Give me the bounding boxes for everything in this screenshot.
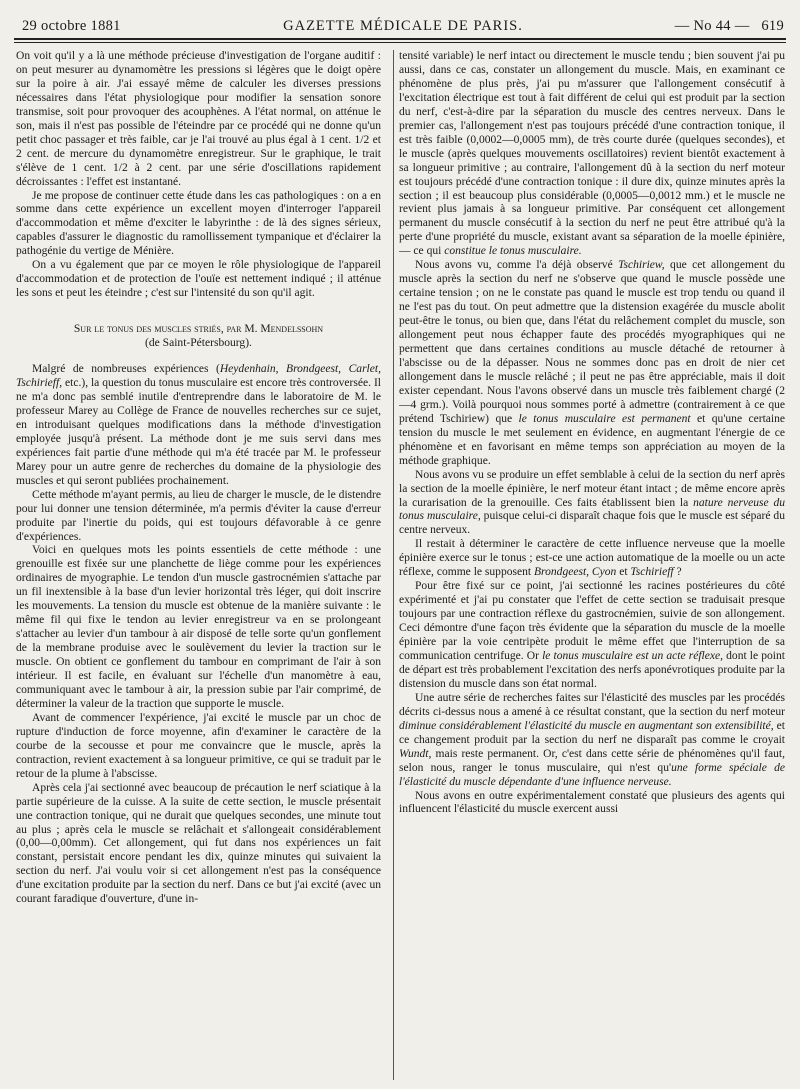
right-paragraph-1: tensité variable) le nerf intact ou directement le muscle tendu ; bien souvent j'ai pu aussi, dans ce cas, constater un allongement du muscle. Mais, en examinant ce phénomène de plus près, j'ai pu m'assurer que l'allongement consécutif à l'excitation électrique est tout à fait différent de celui qui est produit par la section du nerf, c'est-à-dire par la séparation du muscle des centres nerveux. Dans le premier cas, l'allongement n'est pas toujours précédé d'une contraction tonique, il est très faible (0,0002—0,0005 mm), de très courte durée (quelques secondes), et le muscle (après quelques mouvements oscillatoires) revient bientôt exactement à sa longueur primitive ; au contraire, l'allongement dû à la section du nerf moteur est toujours précédé d'une contraction tonique : il dure dix, quinze minutes après la section ; il est beaucoup plus considérable (0,0005—0,0012 mm.) et le muscle ne revient plus jamais à sa longueur primitive. Par conséquent cet allongement permanent du muscle consécutif à la section du nerf ne peut être attribué qu'à la perte d'une propriété du muscle, existant avant sa séparation de la moelle épinière, — ce qui constitue le tonus musculaire. <box>399 50 785 258</box>
left-paragraph-2: Je me propose de continuer cette étude dans les cas pathologiques : on a en somme dans cette expérience un excellent moyen d'interroger l'appareil d'accommodation et même d'exciter le labyrinthe : de là des signes sérieux, capables d'assurer le diagnostic du ramollissement tympanique et d'éclairer la pathogénie du vertige de Ménière. <box>16 189 381 258</box>
right-paragraph-5: Pour être fixé sur ce point, j'ai sectionné les racines postérieures du côté expérimenté et j'ai pu constater que l'effet de cette section se traduisait presque toujours par une contraction réflexe du gastrocnémien, suivie de son allongement. Ceci démontre d'une façon très évidente que la séparation du muscle de la moelle épinière par la voie centripète produit le même effet que l'interruption de sa communication centrifuge. Or le tonus musculaire est un acte réflexe, dont le point de départ est très probablement l'excitation des nerfs aponévrotiques produite par la distension du muscle dans son état normal. <box>399 580 785 690</box>
article-heading: Sur le tonus des muscles striés, par M. Mendelssohn (de Saint-Pétersbourg). <box>73 323 324 350</box>
right-paragraph-4: Il restait à déterminer le caractère de cette influence nerveuse que la moelle épinière exerce sur le tonus ; est-ce une action automatique de la moelle ou un acte réflexe, comme le supposent Brondgeest, Cyon et Tschirieff ? <box>399 538 785 579</box>
column-divider <box>393 50 394 1080</box>
right-column <box>399 50 785 1085</box>
header-rule-thick <box>14 38 786 40</box>
issue-number: — No 44 — <box>674 18 750 34</box>
right-paragraph-3: Nous avons vu se produire un effet semblable à celui de la section du nerf après la section de la moelle épinière, le nerf moteur étant intact ; de même encore après la curarisation de la grenouille. Ces faits établissent bien la nature nerveuse du tonus musculaire, puisque celui-ci disparaît chaque fois que le muscle est séparé du centre nerveux. <box>399 468 785 537</box>
right-paragraph-6: Une autre série de recherches faites sur l'élasticité des muscles par les procédés décrits ci-dessus nous a amené à ce résultat constant, que la section du nerf moteur diminue considérablement l'élasticité du muscle en augmentant son extensibilité, et ce changement produit par la section du nerf ne disparaît pas comme le croyait Wundt, mais reste permanent. Or, c'est dans cette série de phénomènes qu'il faut, selon nous, ranger le tonus musculaire, qui n'est qu'une forme spéciale de l'élasticité du muscle dépendante d'une influence nerveuse. <box>399 691 785 788</box>
right-paragraph-7: Nous avons en outre expérimentalement constaté que plusieurs des agents qui influencent l'élasticité du muscle exercent aussi <box>399 789 785 816</box>
left-paragraph-3: On a vu également que par ce moyen le rôle physiologique de l'appareil d'accommodation et de protection de l'ouïe est nettement indiqué ; il atténue les sons et peut les éteindre ; c'est sur l'intensité du son qu'il agit. <box>16 259 381 300</box>
page-number: 619 <box>761 18 784 34</box>
left-paragraph-6: Voici en quelques mots les points essentiels de cette méthode : une grenouille est fixée sur une planchette de liège comme pour les expériences ordinaires de myographie. Le tendon d'un muscle gastrocnémien s'attache par un fil inextensible à la base d'un levier horizontal très léger, qui doit inscrire les mouvements. La tension du muscle est obtenue de la manière suivante : le même fil qui fixe le tendon au levier enregistreur va en se prolongeant s'attacher au levier d'un tambour à air disposé de telle sorte qu'un gonflement de la membrane produise avec le soulèvement du levier la traction sur le muscle. On obtient ce gonflement du tambour en comprimant de l'air à son intérieur. Il est facile, en évaluant sur l'échelle d'un manomètre à eau, communiquant avec le tambour à air, la pression subie par l'air comprimé, de déterminer la valeur de la traction que supporte le muscle. <box>16 544 381 710</box>
header-rule-thin <box>14 42 786 43</box>
issue-date: 29 octobre 1881 <box>22 18 121 34</box>
left-paragraph-7: Avant de commencer l'expérience, j'ai excité le muscle par un choc de rupture d'induction de force moyenne, afin d'examiner le caractère de la courbe de la secousse et pour me convaincre que le muscle, après la contraction, revient exactement à sa longueur primitive, ce qui se traduit par le retour de la plume à l'abscisse. <box>16 711 381 780</box>
left-paragraph-5: Cette méthode m'ayant permis, au lieu de charger le muscle, de le distendre pour lui donner une tension déterminée, m'a permis d'éviter la cause d'erreur produite par l'inertie du poids, qui est toujours défavorable à ce genre d'expériences. <box>16 488 381 543</box>
right-paragraph-2: Nous avons vu, comme l'a déjà observé Tschiriew, que cet allongement du muscle après la section du nerf ne s'observe que quand le muscle possède une certaine tension ; on ne le constate pas quand le muscle est trop tendu ou quand il ne l'est pas du tout. On peut admettre que la distension exagérée du muscle abolit peut-être le tonus, ou bien que, dans l'état du relâchement complet du muscle, son allongement peut nous échapper faute des procédés myographiques qui ne permettent que dans certaines conditions au muscle détaché de retourner à l'abscisse ou de la dépasser. Nous ne sommes donc pas en droit de nier cet allongement dans le muscle relâché ; il peut ne pas être appréciable, mais il doit exister cependant. Nous l'avons observé dans un muscle très faiblement chargé (2—4 grm.). Voilà pourquoi nous sommes porté à admettre (contrairement à ce que prétend Tschiriew) que le tonus musculaire est permanent et qu'une certaine tension du muscle le met seulement en évidence, en augmentant l'énergie de ce phénomène et en favorisant en même temps son appréciation au moyen de la méthode graphique. <box>399 259 785 467</box>
issue-and-page <box>675 18 784 35</box>
left-paragraph-8: Après cela j'ai sectionné avec beaucoup de précaution le nerf sciatique à la partie supérieure de la cuisse. A la suite de cette section, le muscle présentait une contraction tonique, qui ne durait que quelques secondes, une minute tout au plus ; après cela le muscle se relâchait et s'allongeait considérablement (0,00—0,00mm). Cet allongement, qui fut dans nos expériences un fait constant, persistait encore pendant les dix, quinze minutes qui suivaient la section du nerf. J'ai voulu voir si cet allongement n'est pas la conséquence d'une excitation produite par la section du nerf. Dans ce but j'ai excité (avec un courant faradique d'ouverture, d'une in- <box>16 781 381 906</box>
left-paragraph-1: On voit qu'il y a là une méthode précieuse d'investigation de l'organe auditif : on peut mesurer au dynamomètre les pressions si légères que le doigt opère sur la poire à air. J'ai essayé même de calculer les diverses pressions nécessaires dans l'état physiologique pour modifier la sensation sonore transmise, soit pour provoquer des acouphènes. A l'état normal, on atténue le son, mais il n'est pas possible de l'éteindre par ce procédé qui ne donne qu'un petit choc passager et très faible, car je l'ai trouvé au plus égal à 1 cent. 1/2 et 2 cent. de mercure du dynamomètre enregistreur. Sur le graphique, le trait s'élève de 1 cent. 1/2 à 2 cent. par une série d'oscillations rapidement décroissantes : l'effet est instantané. <box>16 50 381 188</box>
left-paragraph-4: Malgré de nombreuses expériences (Heydenhain, Brondgeest, Carlet, Tschirieff, etc.), la question du tonus musculaire est encore très controversée. Il ne m'a donc pas semblé inutile d'entreprendre dans le laboratoire de M. le professeur Marey au Collège de France de nouvelles recherches sur ce sujet, en introduisant quelques modifications dans la méthode d'investigation employée jusqu'à présent. La méthode dont je me suis servi dans mes expériences fait partie d'une méthode qui m'a été tracée par M. le professeur Marey pour un autre genre de recherches du domaine de la physiologie des muscles et qui seront publiées prochainement. <box>16 363 381 487</box>
journal-title: GAZETTE MÉDICALE DE PARIS. <box>283 18 523 34</box>
left-column <box>16 50 381 1085</box>
page-header <box>22 14 784 40</box>
author-affiliation: (de Saint-Pétersbourg). <box>145 337 252 350</box>
article-author: Mendelssohn <box>260 323 324 336</box>
